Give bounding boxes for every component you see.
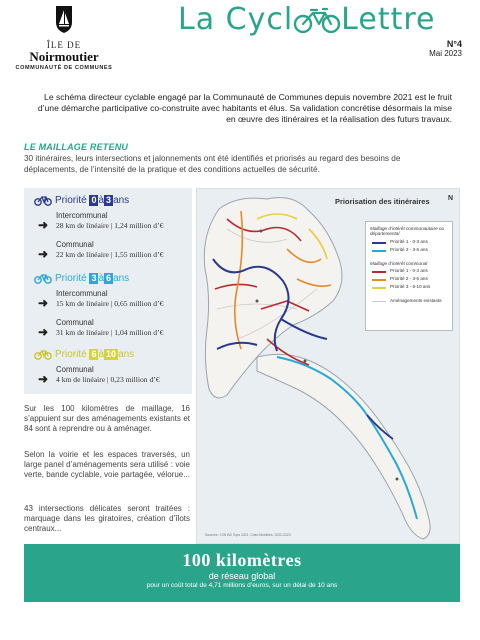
logo bbox=[14, 4, 114, 71]
issue-number: N°4 bbox=[446, 39, 462, 49]
priority-heading-3: Priorité 6 à 10 ans bbox=[34, 348, 134, 360]
map-legend bbox=[365, 221, 453, 331]
map-title: Priorisation des itinéraires bbox=[335, 197, 430, 206]
arrow-right-icon: ➜ bbox=[38, 218, 49, 232]
title-right: Lettre bbox=[341, 2, 436, 37]
banner-detail: pour un coût total de 4,71 millions d’euros, sur un délai de 10 ans bbox=[146, 582, 338, 589]
banner-headline: 100 kilomètres bbox=[182, 550, 302, 570]
route-priority-map bbox=[196, 188, 460, 544]
map-source: Sources : IGN BD Topo 2021, Citec Mobilités, 2022-2023 bbox=[205, 533, 291, 537]
bicycle-icon bbox=[34, 272, 52, 284]
paragraph: Selon la voirie et les espaces traversés, un large panel d’aménagements sera utilisé : voie verte, bande cyclable, voie partagée, vélorue... bbox=[24, 450, 190, 480]
newsletter-title bbox=[178, 2, 468, 42]
legend-row: Priorité 3 - 6-10 ans bbox=[370, 284, 448, 292]
paragraph: Sur les 100 kilomètres de maillage, 16 s’appuient sur des aménagements existants et 84 sont à reprendre ou à aménager. bbox=[24, 404, 190, 434]
section-title: LE MAILLAGE RETENU bbox=[24, 142, 129, 152]
legend-row: Priorité 2 - 3-6 ans bbox=[370, 276, 448, 284]
logo-top-text: ÎLE DE bbox=[46, 40, 82, 50]
legend-row: Aménagements existants bbox=[370, 298, 448, 306]
issue-date: Mai 2023 bbox=[429, 49, 462, 58]
arrow-right-icon: ➜ bbox=[38, 296, 49, 310]
logo-name: Noirmoutier bbox=[29, 49, 99, 64]
legend-heading: Maillage d’intérêt communautaire ou départemental bbox=[370, 226, 445, 237]
legend-heading: Maillage d’intérêt communal bbox=[370, 260, 428, 266]
priorities-panel: Priorité 0 à 3 ans ➜ Intercommunal 28 km de linéaire | 1,24 million d’€ ➜ Communal 22 km de linéaire | 1,55 million d’€ Priorité 3 à 6 ans ➜ Intercommunal 15 km de linéaire | 0,65 million d’€ ➜ Communal 31 km de linéaire | 1,04 million d’€ Priorité 6 à 10 ans ➜ Communal 4 km de linéaire | 0,23 million d’€ bbox=[24, 188, 192, 394]
north-arrow-icon: N bbox=[447, 195, 453, 202]
priority-heading-2: Priorité 3 à 6 ans bbox=[34, 272, 129, 284]
arrow-right-icon: ➜ bbox=[38, 372, 49, 386]
legend-row: Priorité 1 - 0-3 ans bbox=[370, 239, 448, 247]
logo-subtitle: COMMUNAUTÉ DE COMMUNES bbox=[15, 65, 113, 71]
legend-row: Priorité 2 - 3-6 ans bbox=[370, 247, 448, 255]
issue-info bbox=[429, 40, 462, 58]
section-lead: 30 itinéraires, leurs intersections et jalonnements ont été identifiés et priorisés au regard des besoins de déplacements, de l’intensité de la pratique et des conditions actuelles de sécurité. bbox=[24, 154, 401, 174]
banner-subtitle: de réseau global bbox=[208, 571, 276, 581]
title-left: La Cycl bbox=[178, 2, 294, 37]
arrow-right-icon: ➜ bbox=[38, 247, 49, 261]
bicycle-icon bbox=[293, 7, 341, 33]
priority-heading-1: Priorité 0 à 3 ans bbox=[34, 194, 129, 206]
intro-paragraph: Le schéma directeur cyclable engagé par la Communauté de Communes depuis novembre 2021 est le fruit d’une démarche participative co-construite avec habitants et élus. Sa validation concrétise désormais la mise en œuvre des itinéraires et la réalisation des futurs travaux. bbox=[37, 92, 452, 124]
arrow-right-icon: ➜ bbox=[38, 325, 49, 339]
island-emblem-icon bbox=[52, 4, 76, 34]
bicycle-icon bbox=[34, 348, 52, 360]
summary-banner bbox=[24, 544, 460, 602]
paragraph: 43 intersections délicates seront traitées : marquage dans les giratoires, création d’îlots centraux... bbox=[24, 504, 190, 534]
bicycle-icon bbox=[34, 194, 52, 206]
legend-row: Priorité 1 - 0-3 ans bbox=[370, 268, 448, 276]
